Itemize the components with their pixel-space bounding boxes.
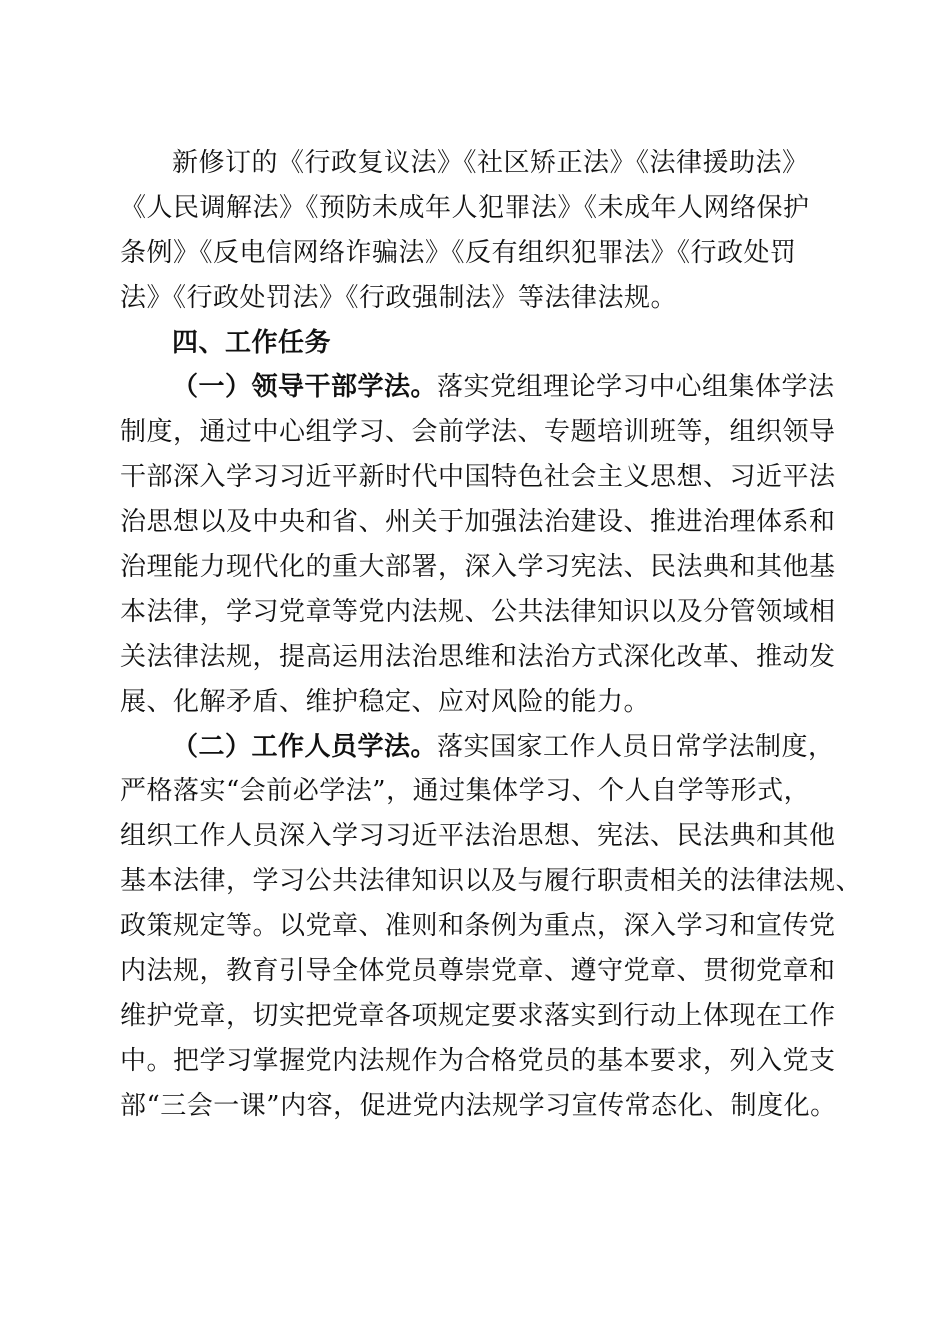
item2-line: 组织工作人员深入学习习近平法治思想、宪法、民法典和其他 xyxy=(120,821,836,852)
item2-line: 中。把学习掌握党内法规作为合格党员的基本要求，列入党支 xyxy=(120,1045,836,1076)
item2-text: 落实国家工作人员日常学法制度， xyxy=(437,731,835,762)
item2-title: （二）工作人员学法。 xyxy=(172,731,438,762)
item2-line: 基本法律，学习公共法律知识以及与履行职责相关的法律法规、 xyxy=(120,866,863,897)
item2-line: 内法规，教育引导全体党员尊崇党章、遵守党章、贯彻党章和 xyxy=(120,956,836,987)
section-heading: 四、工作任务 xyxy=(172,327,332,358)
item1-line: 关法律法规，提高运用法治思维和法治方式深化改革、推动发 xyxy=(120,641,836,672)
item1-line: 制度，通过中心组学习、会前学法、专题培训班等，组织领导 xyxy=(120,417,836,448)
item2-line: 维护党章，切实把党章各项规定要求落实到行动上体现在工作 xyxy=(120,1000,836,1031)
body-line: 法》《行政处罚法》《行政强制法》等法律法规。 xyxy=(120,282,678,313)
item1-line: 干部深入学习习近平新时代中国特色社会主义思想、习近平法 xyxy=(120,462,836,493)
item2-line: 严格落实“会前必学法”，通过集体学习、个人自学等形式， xyxy=(120,776,811,807)
item2-first-line xyxy=(120,725,835,770)
item1-line: 本法律，学习党章等党内法规、公共法律知识以及分管领域相 xyxy=(120,596,836,627)
item1-line: 治思想以及中央和省、州关于加强法治建设、推进治理体系和 xyxy=(120,507,836,538)
item2-line: 部“三会一课”内容，促进党内法规学习宣传常态化、制度化。 xyxy=(120,1090,837,1121)
document-body xyxy=(120,141,863,1129)
item1-first-line xyxy=(120,365,835,410)
item2-line: 政策规定等。以党章、准则和条例为重点，深入学习和宣传党 xyxy=(120,911,836,942)
item1-title: （一）领导干部学法。 xyxy=(172,372,438,403)
body-line: 条例》《反电信网络诈骗法》《反有组织犯罪法》《行政处罚 xyxy=(120,237,797,268)
body-line: 《人民调解法》《预防未成年人犯罪法》《未成年人网络保护 xyxy=(120,192,810,223)
body-line: 新修订的《行政复议法》《社区矫正法》《法律援助法》 xyxy=(172,148,809,178)
item1-line: 治理能力现代化的重大部署，深入学习宪法、民法典和其他基 xyxy=(120,552,836,583)
item1-line: 展、化解矛盾、维护稳定、应对风险的能力。 xyxy=(120,686,651,717)
item1-text: 落实党组理论学习中心组集体学法 xyxy=(437,372,835,403)
